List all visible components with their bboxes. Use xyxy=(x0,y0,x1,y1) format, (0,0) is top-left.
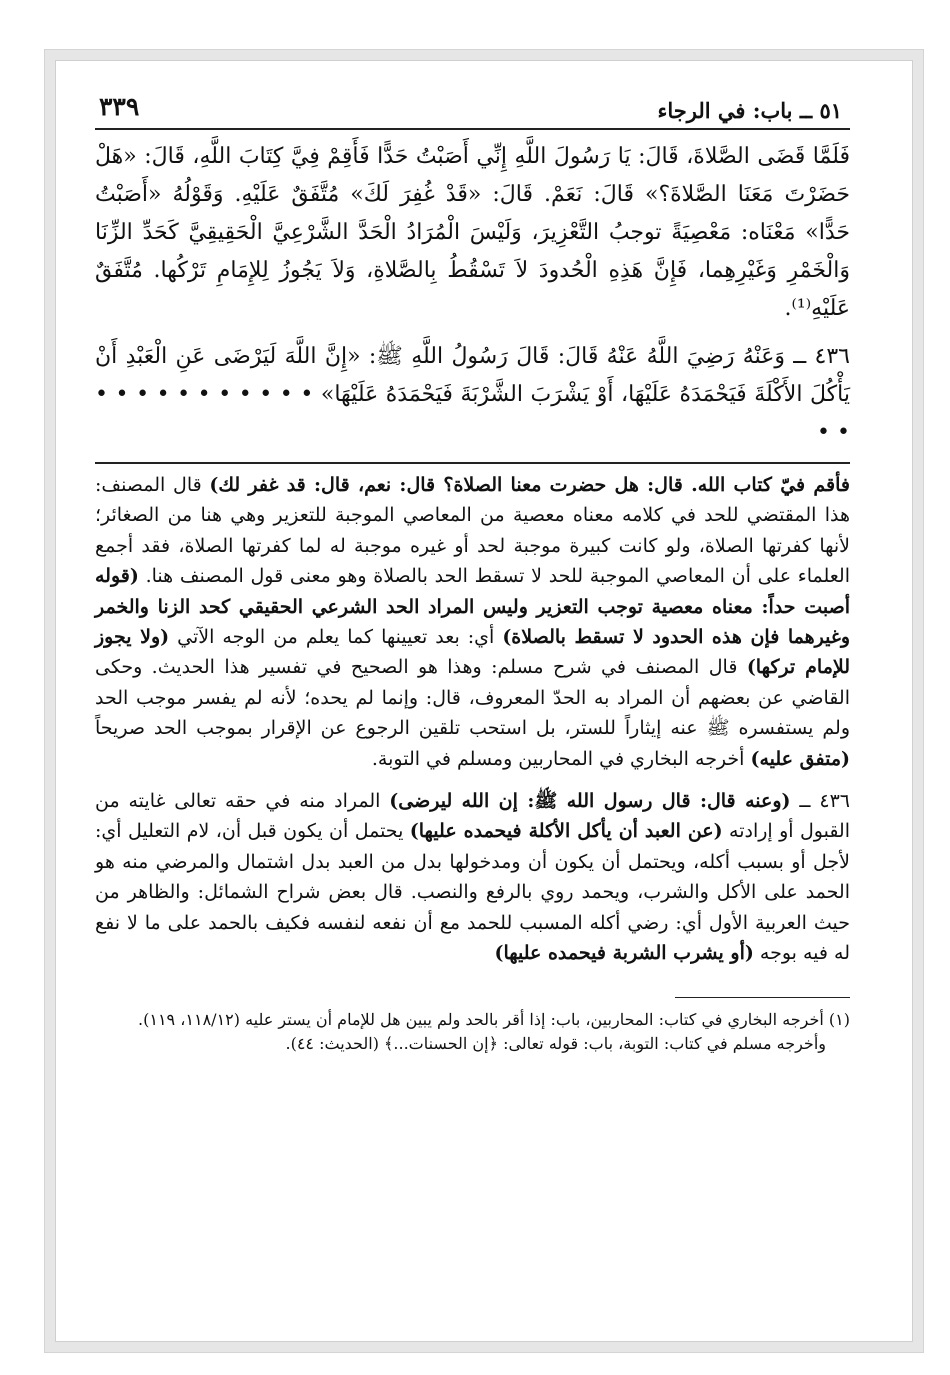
commentary-text: ٤٣٦ ــ xyxy=(790,790,850,813)
running-header xyxy=(95,90,850,130)
chapter-title: ٥١ ــ باب: في الرجاء xyxy=(657,98,842,123)
quoted-matn: (متفق عليه) xyxy=(750,747,850,770)
quoted-matn: (وعنه قال: قال رسول الله ﷺ: إن الله ليرضى) xyxy=(389,790,791,813)
commentary-paragraph-1 xyxy=(95,470,850,774)
quoted-matn: فأقم فيّ كتاب الله. قال: هل حضرت معنا الصلاة؟ قال: نعم، قال: قد غفر لك) xyxy=(209,474,850,496)
book-page xyxy=(95,90,850,1305)
hadith-436 xyxy=(95,338,850,452)
quoted-matn: (قوله أصبت حداً: معناه معصية توجب التعزير وليس المراد الحد الشرعي الحقيقي كحد الزنا والخمر وغيرهما فإن هذه الحدود لا تسقط بالصلاة) xyxy=(95,565,850,649)
footnote-separator xyxy=(675,997,850,998)
commentary-text: يحتمل أن يكون قبل أن، لام التعليل أي: لأجل أو بسبب أكله، ويحتمل أن يكون أن ومدخولها بدل من العبد بدل اشتمال والمرضي منه هو الحمد على الأكل والشرب، ويحمد روي بالرفع والنصب. قال بعض شراح الشمائل: والظاهر من حيث العربية الأول أي: رضي أكله المسبب للحمد مع أن نفعه لنفسه فكيف بالحمد على ما لا نفع له فيه بوجه xyxy=(95,820,850,965)
commentary-text: أخرجه البخاري في المحاربين ومسلم في التوبة. xyxy=(371,747,751,770)
footnote-1-continuation: وأخرجه مسلم في كتاب: التوبة، باب: قوله تعالى: ﴿إن الحسنات...﴾ (الحديث: ٤٤). xyxy=(285,1033,826,1053)
hadith-436-text: ٤٣٦ ــ وَعَنْهُ رَضِيَ اللَّهُ عَنْهُ قَالَ: قَالَ رَسُولُ اللَّهِ ﷺ: «إِنَّ اللَّهَ لَيَرْضَى عَنِ الْعَبْدِ أَنْ يَأْكُلَ الأَكْلَةَ فَيَحْمَدَهُ عَلَيْهَا، أَوْ يَشْرَبَ الشَّرْبَةَ فَيَحْمَدَهُ عَلَيْهَا» xyxy=(95,344,850,407)
commentary xyxy=(95,470,850,969)
main-text xyxy=(95,138,850,452)
quoted-matn: (ولا يجوز للإمام تركها) xyxy=(95,626,851,679)
commentary-text: المراد منه في حقه تعالى غايته من القبول أو إرادته xyxy=(95,790,851,843)
commentary-text: أي: بعد تعيينها كما يعلم من الوجه الآتي xyxy=(169,626,503,649)
page-number: ٣٣٩ xyxy=(99,92,140,121)
quoted-matn: (عن العبد أن يأكل الأكلة فيحمده عليها) xyxy=(409,820,723,843)
ellipsis-dots: • • • • • • • • • • • • • xyxy=(95,382,850,445)
text-separator xyxy=(95,462,850,464)
footnote-1: (١) أخرجه البخاري في كتاب: المحاربين، باب: إذا أقر بالحد ولم يبين هل للإمام أن يستر عليه (١١٨/١٢، ١١٩). xyxy=(138,1009,850,1029)
commentary-paragraph-2 xyxy=(95,786,850,968)
hadith-continuation: فَلَمَّا قَضَى الصَّلاةَ، قَالَ: يَا رَسُولَ اللَّهِ إِنِّي أَصَبْتُ حَدًّا فَأَقِمْ فِيَّ كِتَابَ اللَّهِ، قَالَ: «هَلْ حَضَرْتَ مَعَنَا الصَّلاةَ؟» قَالَ: نَعَمْ. قَالَ: «قَدْ غُفِرَ لَكَ» مُتَّفَقٌ عَلَيْهِ. وَقَوْلُهُ «أَصَبْتُ حَدًّا» مَعْنَاه: مَعْصِيَةً توجبُ التَّعْزِيرَ، وَلَيْسَ الْمُرَادُ الْحَدَّ الشَّرْعِيَّ الْحَقِيقِيَّ كَحَدِّ الزِّنَا وَالْخَمْرِ وَغَيْرِهِما، فَإِنَّ هَذِهِ الْحُدودَ لاَ تَسْقُطُ بِالصَّلاةِ، وَلاَ يَجُوزُ لِلإِمَامِ تَرْكُها. مُتَّفَقٌ عَلَيْهِ⁽¹⁾. xyxy=(95,144,850,321)
footnotes xyxy=(95,1008,850,1056)
commentary-text: قال المصنف في شرح مسلم: وهذا هو الصحيح في تفسير هذا الحديث. وحكى القاضي عن بعضهم أن المراد به الحدّ المعروف، قال: وإنما لم يحده؛ لأنه لم يفسر موجب الحد ولم يستفسره ﷺ عنه إيثاراً للستر، بل استحب تلقين الرجوع عن الإقرار بموجب الحد صريحاً xyxy=(95,656,850,740)
commentary-text: قال المصنف: هذا المقتضي للحد في كلامه معناه معصية من المعاصي الموجبة للتعزير وهي هنا من الصغائر؛ لأنها كفرتها الصلاة، ولو كانت كبيرة موجبة لحد أو غيره موجبة له لما كفرتها الصلاة، فقد أجمع العلماء على أن المعاصي الموجبة للحد لا تسقط الحد بالصلاة وهو معنى قول المصنف هنا. xyxy=(95,474,850,588)
quoted-matn: (أو يشرب الشربة فيحمده عليها) xyxy=(494,942,754,965)
